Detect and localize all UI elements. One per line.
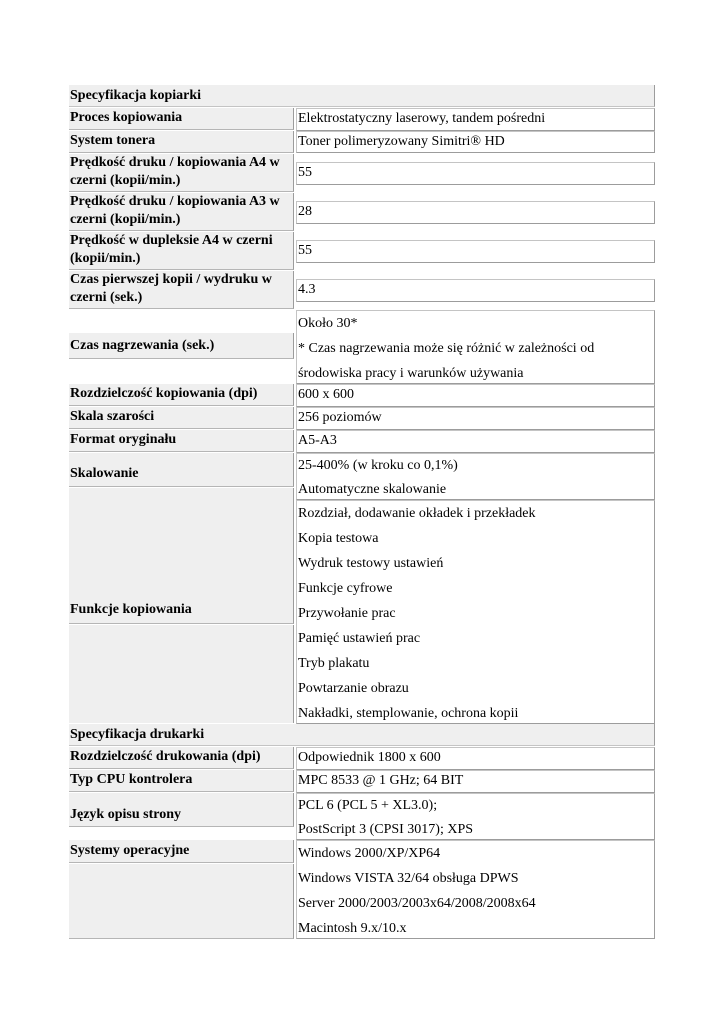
row-label: Język opisu strony	[69, 793, 294, 827]
row-value: Toner polimeryzowany Simitri® HD	[296, 131, 655, 153]
row-value: 25-400% (w kroku co 0,1%) Automatyczne skalowanie	[296, 453, 655, 500]
row-label: Funkcje kopiowania	[69, 488, 294, 624]
row-value: Około 30* * Czas nagrzewania może się różnić w zależności od środowiska pracy i warunków używania	[296, 310, 655, 384]
row-label: Skalowanie	[69, 453, 294, 487]
row-value: A5-A3	[296, 430, 655, 453]
row-label: Skala szarości	[69, 407, 294, 429]
row-label: System tonera	[69, 131, 294, 153]
row-value: 4.3	[296, 279, 655, 302]
row-label: Typ CPU kontrolera	[69, 770, 294, 792]
row-label-spacer	[69, 625, 294, 723]
row-value: Elektrostatyczny laserowy, tandem pośredni	[296, 108, 655, 131]
row-label: Prędkość druku / kopiowania A3 w czerni (kopii/min.)	[69, 193, 294, 231]
row-value: 256 poziomów	[296, 407, 655, 430]
row-label: Czas nagrzewania (sek.)	[69, 333, 294, 359]
row-label: Rozdzielczość kopiowania (dpi)	[69, 384, 294, 406]
row-label: Prędkość druku / kopiowania A4 w czerni (kopii/min.)	[69, 154, 294, 192]
row-value: 600 x 600	[296, 384, 655, 407]
copier-section-header: Specyfikacja kopiarki	[69, 85, 655, 107]
row-value: 55	[296, 240, 655, 263]
printer-section-header: Specyfikacja drukarki	[69, 724, 655, 746]
row-value: Rozdział, dodawanie okładek i przekładek Kopia testowa Wydruk testowy ustawień Funkcje cyfrowe Przywołanie prac Pamięć ustawień prac Tryb plakatu Powtarzanie obrazu Nakładki, stemplowanie, ochrona kopii	[296, 500, 655, 724]
row-value: 28	[296, 201, 655, 224]
row-value: Windows 2000/XP/XP64 Windows VISTA 32/64 obsługa DPWS Server 2000/2003/2003x64/2008/2008x64 Macintosh 9.x/10.x	[296, 840, 655, 939]
row-value: Odpowiednik 1800 x 600	[296, 747, 655, 770]
row-label: Format oryginału	[69, 430, 294, 452]
row-label: Czas pierwszej kopii / wydruku w czerni (sek.)	[69, 271, 294, 309]
row-label-spacer	[69, 864, 294, 939]
row-value: MPC 8533 @ 1 GHz; 64 BIT	[296, 770, 655, 793]
row-value: 55	[296, 162, 655, 185]
row-label: Prędkość w dupleksie A4 w czerni (kopii/min.)	[69, 232, 294, 270]
row-label: Systemy operacyjne	[69, 840, 294, 863]
row-label: Rozdzielczość drukowania (dpi)	[69, 747, 294, 769]
row-label: Proces kopiowania	[69, 108, 294, 130]
row-value: PCL 6 (PCL 5 + XL3.0); PostScript 3 (CPSI 3017); XPS	[296, 793, 655, 840]
